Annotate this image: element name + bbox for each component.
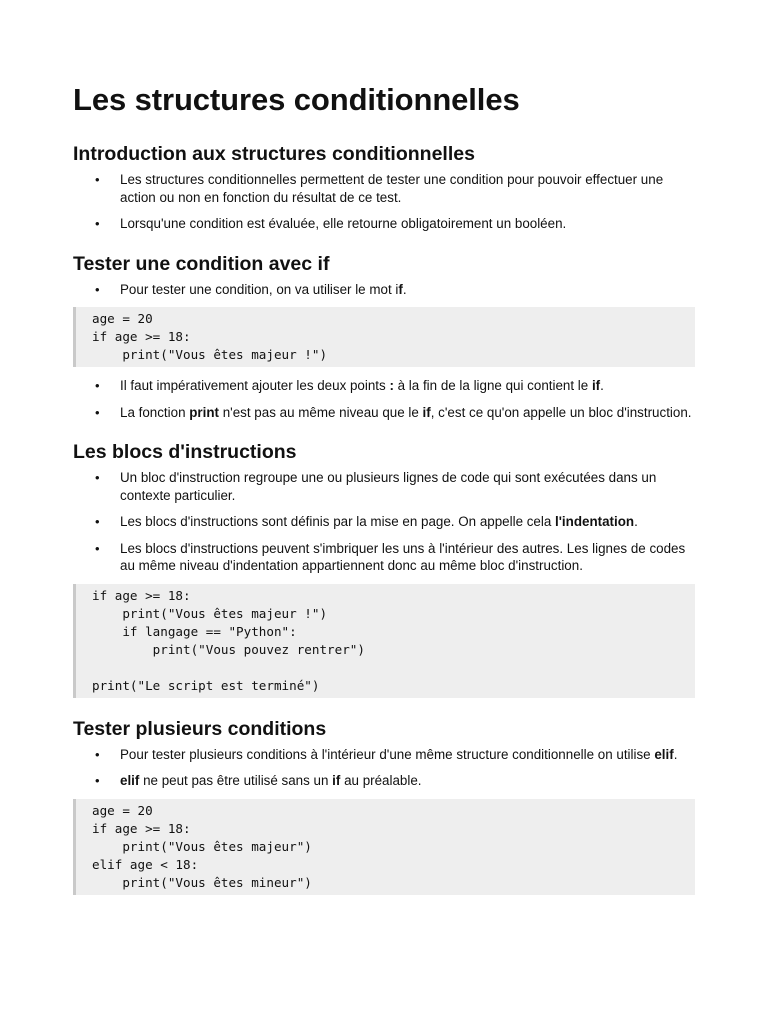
- section-introduction: [73, 141, 695, 233]
- list-item: • Pour tester une condition, on va utiliser le mot if.: [73, 281, 695, 299]
- bullet-list: [73, 171, 695, 233]
- code-block: age = 20 if age >= 18: print("Vous êtes majeur") elif age < 18: print("Vous êtes mineur"): [73, 799, 695, 895]
- list-item: • Les blocs d'instructions sont définis par la mise en page. On appelle cela l'indentation.: [73, 513, 695, 531]
- section-heading: Tester plusieurs conditions: [73, 717, 327, 740]
- list-item: • Les structures conditionnelles permettent de tester une condition pour pouvoir effectuer une action ou non en fonction du résultat de ce test.: [73, 171, 695, 206]
- section-elif: [73, 716, 695, 895]
- document-body: [73, 141, 695, 913]
- code-block: age = 20 if age >= 18: print("Vous êtes majeur !"): [73, 307, 695, 367]
- bullet-list: [73, 281, 695, 299]
- list-item: • Pour tester plusieurs conditions à l'intérieur d'une même structure conditionnelle on utilise elif.: [73, 746, 695, 764]
- section-if: [73, 251, 695, 422]
- list-item: • Il faut impérativement ajouter les deux points : à la fin de la ligne qui contient le if.: [73, 377, 695, 395]
- list-item: • Un bloc d'instruction regroupe une ou plusieurs lignes de code qui sont exécutées dans un contexte particulier.: [73, 469, 695, 504]
- bullet-list: [73, 377, 695, 421]
- bullet-list: [73, 469, 695, 575]
- list-item: • La fonction print n'est pas au même niveau que le if, c'est ce qu'on appelle un bloc d'instruction.: [73, 404, 695, 422]
- page-title: Les structures conditionnelles: [73, 82, 520, 117]
- list-item: • elif ne peut pas être utilisé sans un if au préalable.: [73, 772, 695, 790]
- section-blocs: [73, 439, 695, 698]
- section-heading: Tester une condition avec if: [73, 252, 330, 275]
- list-item: • Les blocs d'instructions peuvent s'imbriquer les uns à l'intérieur des autres. Les lignes de codes au même niveau d'indentation appartiennent donc au même bloc d'instruction.: [73, 540, 695, 575]
- code-block: if age >= 18: print("Vous êtes majeur !") if langage == "Python": print("Vous pouvez rentrer") print("Le script est terminé"): [73, 584, 695, 698]
- section-heading: Les blocs d'instructions: [73, 441, 297, 463]
- section-heading: Introduction aux structures conditionnelles: [73, 143, 475, 165]
- bullet-list: [73, 746, 695, 790]
- list-item: • Lorsqu'une condition est évaluée, elle retourne obligatoirement un booléen.: [73, 215, 695, 233]
